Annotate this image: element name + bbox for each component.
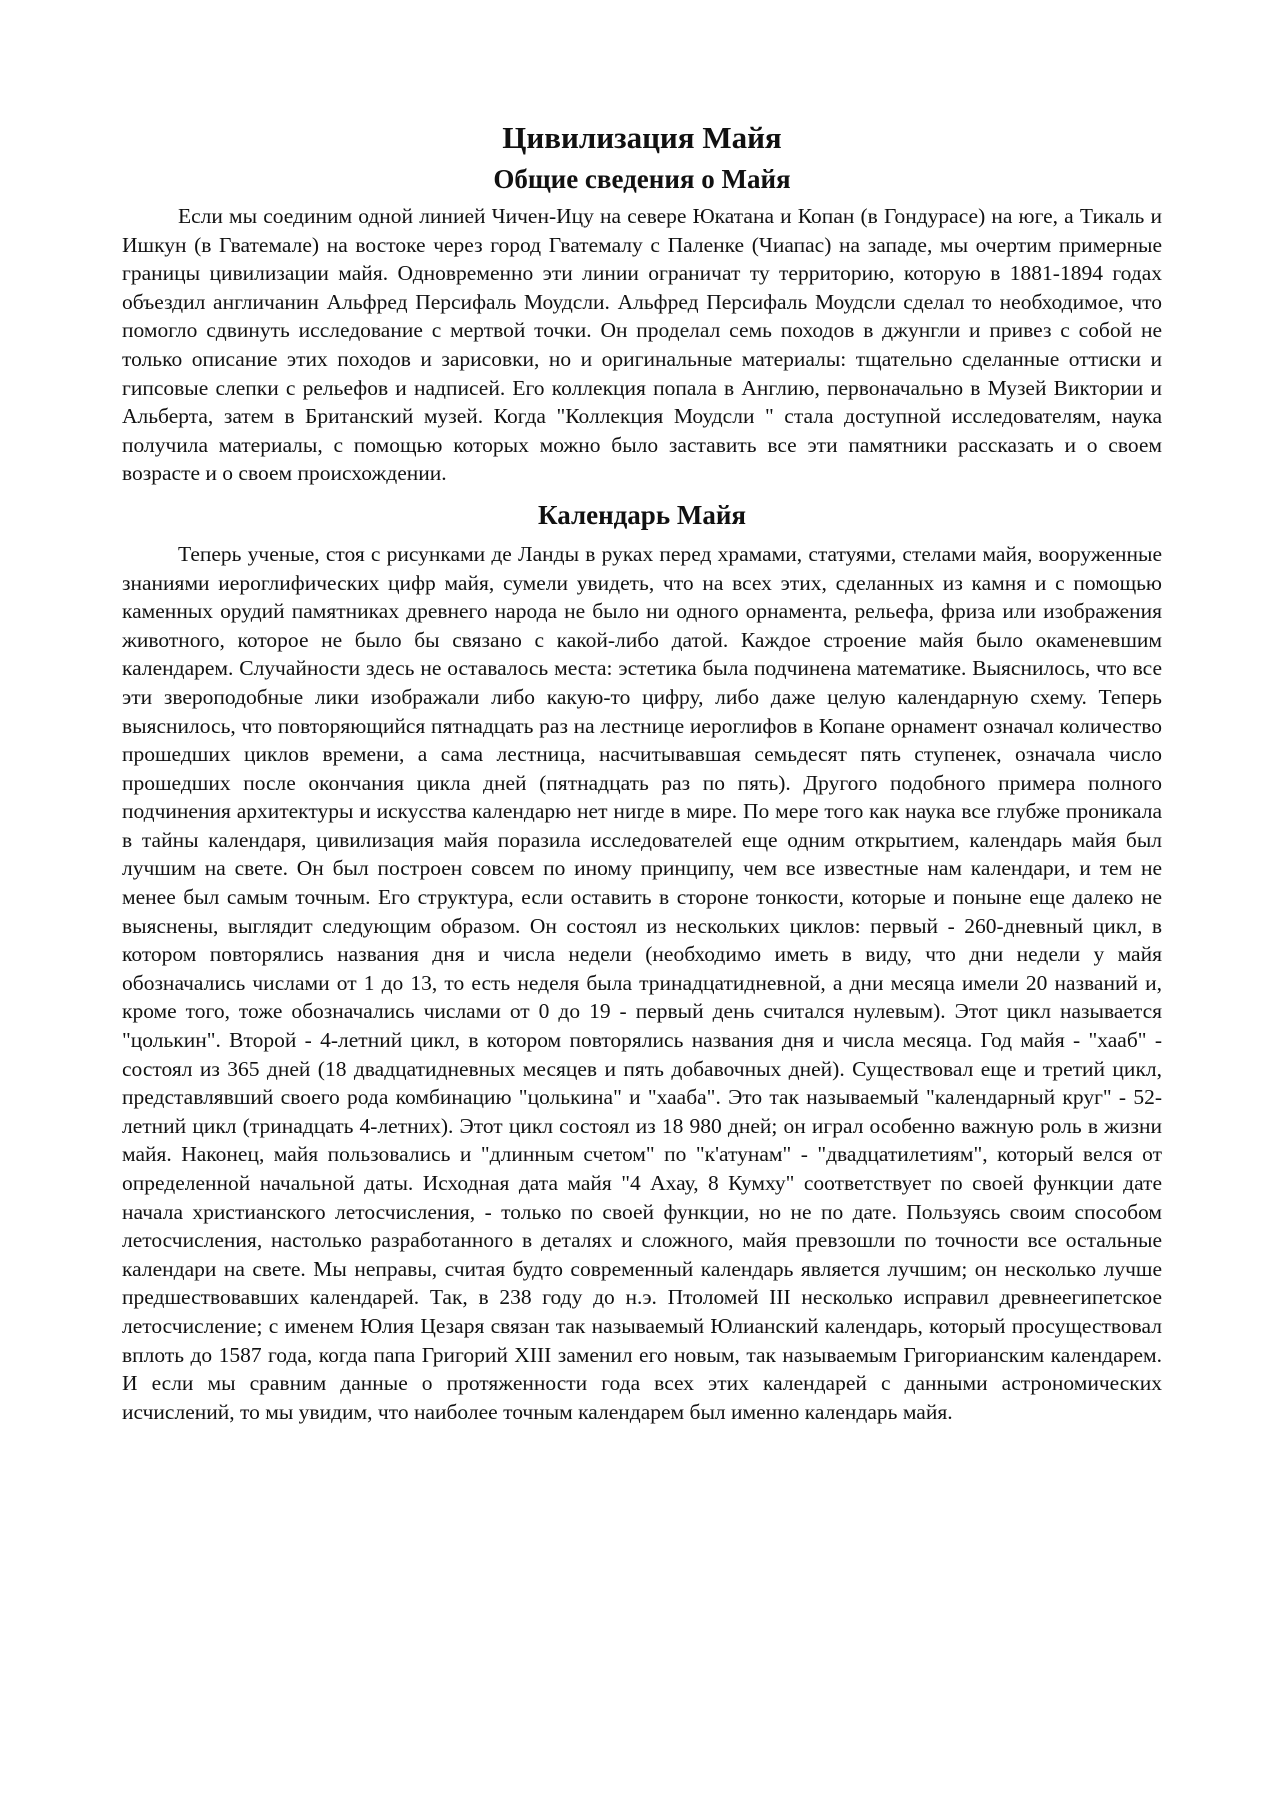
section-heading-calendar: Календарь Майя xyxy=(538,499,746,530)
section-calendar xyxy=(122,496,1162,1426)
document-page xyxy=(122,118,1162,1426)
section-general-info xyxy=(122,160,1162,488)
document-title: Цивилизация Майя xyxy=(502,120,782,155)
paragraph-calendar: Теперь ученые, стоя с рисунками де Ланды в руках перед храмами, статуями, стелами майя, вооруженные знаниями иероглифических цифр майя, сумели увидеть, что на всех этих, сделанных из камня и с помощью каменных орудий памятниках древнего народа не было ни одного орнамента, рельефа, фриза или изображения животного, которое не было бы связано с какой-либо датой. Каждое строение майя было окаменевшим календарем. Случайности здесь не оставалось места: эстетика была подчинена математике. Выяснилось, что все эти звероподобные лики изображали либо какую-то цифру, либо даже целую календарную схему. Теперь выяснилось, что повторяющийся пятнадцать раз на лестнице иероглифов в Копане орнамент означал количество прошедших циклов времени, а сама лестница, насчитывавшая семьдесят пять ступенек, означала число прошедших после окончания цикла дней (пятнадцать раз по пять). Другого подобного примера полного подчинения архитектуры и искусства календарю нет нигде в мире. По мере того как наука все глубже проникала в тайны календаря, цивилизация майя поразила исследователей еще одним открытием, календарь майя был лучшим на свете. Он был построен совсем по иному принципу, чем все известные нам календари, и тем не менее был самым точным. Его структура, если оставить в стороне тонкости, которые и поныне еще далеко не выяснены, выглядит следующим образом. Он состоял из нескольких циклов: первый - 260-дневный цикл, в котором повторялись названия дня и числа недели (необходимо иметь в виду, что дни недели у майя обозначались числами от 1 до 13, то есть неделя была тринадцатидневной, а дни месяца имели 20 названий и, кроме того, тоже обозначались числами от 0 до 19 - первый день считался нулевым). Этот цикл называется "цолькин". Второй - 4-летний цикл, в котором повторялись названия дня и числа месяца. Год майя - "хааб" - состоял из 365 дней (18 двадцатидневных месяцев и пять добавочных дней). Существовал еще и третий цикл, представлявший своего рода комбинацию "цолькина" и "хааба". Это так называемый "календарный круг" - 52-летний цикл (тринадцать 4-летних). Этот цикл состоял из 18 980 дней; он играл особенно важную роль в жизни майя. Наконец, майя пользовались и "длинным счетом" по "к'атунам" - "двадцатилетиям", который велся от определенной начальной даты. Исходная дата майя "4 Ахау, 8 Кумху" соответствует по своей функции дате начала христианского летосчисления, - только по своей функции, но не по дате. Пользуясь своим способом летосчисления, настолько разработанного в деталях и сложного, майя превзошли по точности все остальные календари на свете. Мы неправы, считая будто современный календарь является лучшим; он несколько лучше предшествовавших календарей. Так, в 238 году до н.э. Птоломей III несколько исправил древнеегипетское летосчисление; с именем Юлия Цезаря связан так называемый Юлианский календарь, который просуществовал вплоть до 1587 года, когда папа Григорий XIII заменил его новым, так называемым Григорианским календарем. И если мы сравним данные о протяженности года всех этих календарей с данными астрономических исчислений, то мы увидим, что наиболее точным календарем был именно календарь майя. xyxy=(122,541,1162,1424)
section-heading-general-info: Общие сведения о Майя xyxy=(493,164,791,194)
paragraph-general-info: Если мы соединим одной линией Чичен-Ицу на севере Юкатана и Копан (в Гондурасе) на юге, а Тикаль и Ишкун (в Гватемале) на востоке через город Гватемалу с Паленке (Чиапас) на западе, мы очертим примерные границы цивилизации майя. Одновременно эти линии ограничат ту территорию, которую в 1881-1894 годах объездил англичанин Альфред Персифаль Моудсли. Альфред Персифаль Моудсли сделал то необходимое, что помогло сдвинуть исследование с мертвой точки. Он проделал семь походов в джунгли и привез с собой не только описание этих походов и зарисовки, но и оригинальные материалы: тщательно сделанные оттиски и гипсовые слепки с рельефов и надписей. Его коллекция попала в Англию, первоначально в Музей Виктории и Альберта, затем в Британский музей. Когда "Коллекция Моудсли " стала доступной исследователям, наука получила материалы, с помощью которых можно было заставить все эти памятники рассказать и о своем возрасте и о своем происхождении. xyxy=(122,204,1162,486)
